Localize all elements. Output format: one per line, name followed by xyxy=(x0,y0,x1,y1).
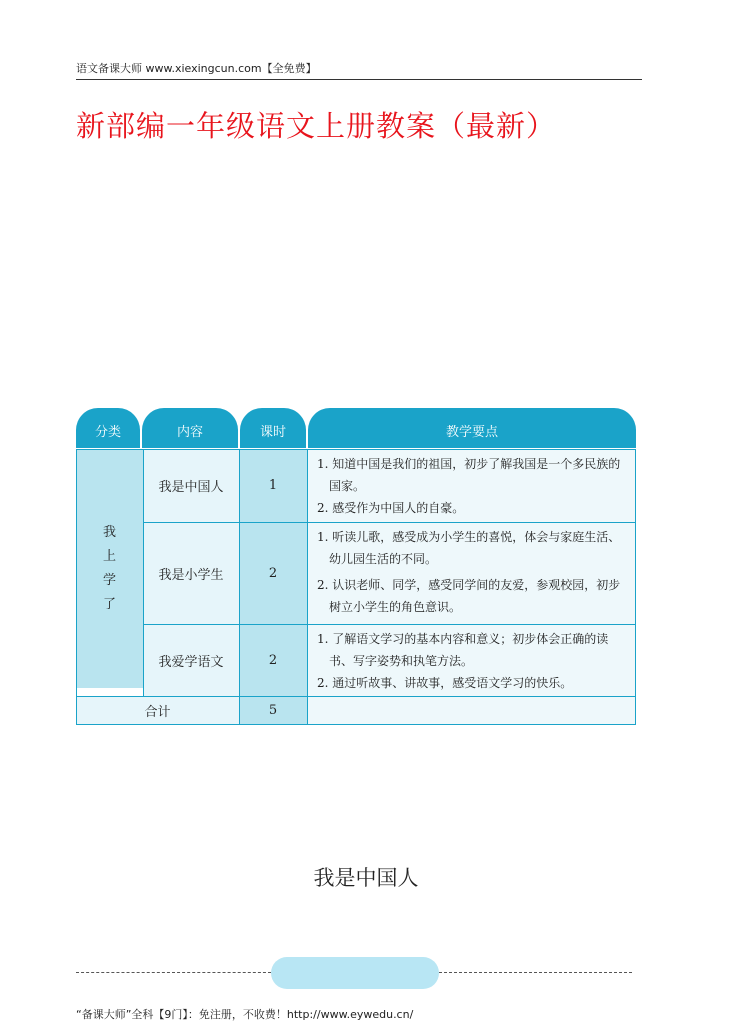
header-content: 内容 xyxy=(142,408,238,448)
category-char-1: 我 xyxy=(102,524,116,540)
grid-top xyxy=(76,449,636,450)
row3-point-2: 2. 通过听故事、讲故事，感受语文学习的快乐。 xyxy=(317,676,573,690)
row1-points xyxy=(307,449,636,522)
footer-dash-left xyxy=(76,972,271,973)
category-text xyxy=(76,521,143,617)
header-hours: 课时 xyxy=(240,408,306,448)
total-hours: 5 xyxy=(239,696,307,724)
grid-col2 xyxy=(239,449,240,725)
grid-bottom xyxy=(76,724,636,725)
lesson-title: 我是中国人 xyxy=(313,866,419,890)
grid-col3 xyxy=(307,449,308,725)
row3-points xyxy=(307,624,636,696)
footer-pill xyxy=(271,957,439,989)
grid-right xyxy=(635,449,636,725)
category-char-3: 学 xyxy=(102,572,116,588)
page-header: 语文备课大师 www.xiexingcun.com【全免费】 xyxy=(76,60,642,80)
document-title: 新部编一年级语文上册教案（最新） xyxy=(76,109,557,143)
header-category: 分类 xyxy=(76,408,140,448)
grid-row1 xyxy=(143,522,636,523)
row2-hours: 2 xyxy=(239,522,307,624)
row2-point-2: 2. 认识老师、同学，感受同学间的友爱，参观校园，初步树立小学生的角色意识。 xyxy=(317,578,621,614)
category-char-2: 上 xyxy=(102,548,116,564)
grid-row2 xyxy=(143,624,636,625)
row1-content: 我是中国人 xyxy=(143,449,239,522)
grid-col1 xyxy=(143,449,144,697)
row2-point-1: 1. 听读儿歌，感受成为小学生的喜悦，体会与家庭生活、幼儿园生活的不同。 xyxy=(317,530,621,566)
header-key-points: 教学要点 xyxy=(308,408,636,448)
row2-content: 我是小学生 xyxy=(143,522,239,624)
footer-text: “备课大师”全科【9门】：免注册，不收费！http://www.eywedu.cn/ xyxy=(76,1008,414,1021)
row3-content: 我爱学语文 xyxy=(143,624,239,696)
row3-hours: 2 xyxy=(239,624,307,696)
total-label: 合计 xyxy=(76,696,239,724)
category-char-4: 了 xyxy=(102,596,116,612)
total-empty-cell xyxy=(307,696,636,724)
footer-dash-right xyxy=(439,972,632,973)
row1-point-1: 1. 知道中国是我们的祖国，初步了解我国是一个多民族的国家。 xyxy=(317,457,621,493)
grid-row3 xyxy=(76,696,636,697)
row1-point-2: 2. 感受作为中国人的自豪。 xyxy=(317,501,465,515)
row1-hours: 1 xyxy=(239,449,307,522)
row3-point-1: 1. 了解语文学习的基本内容和意义；初步体会正确的读书、写字姿势和执笔方法。 xyxy=(317,632,609,668)
row2-points xyxy=(307,522,636,624)
category-cell xyxy=(76,449,143,688)
grid-left xyxy=(76,449,77,725)
lesson-plan-table xyxy=(76,408,636,726)
